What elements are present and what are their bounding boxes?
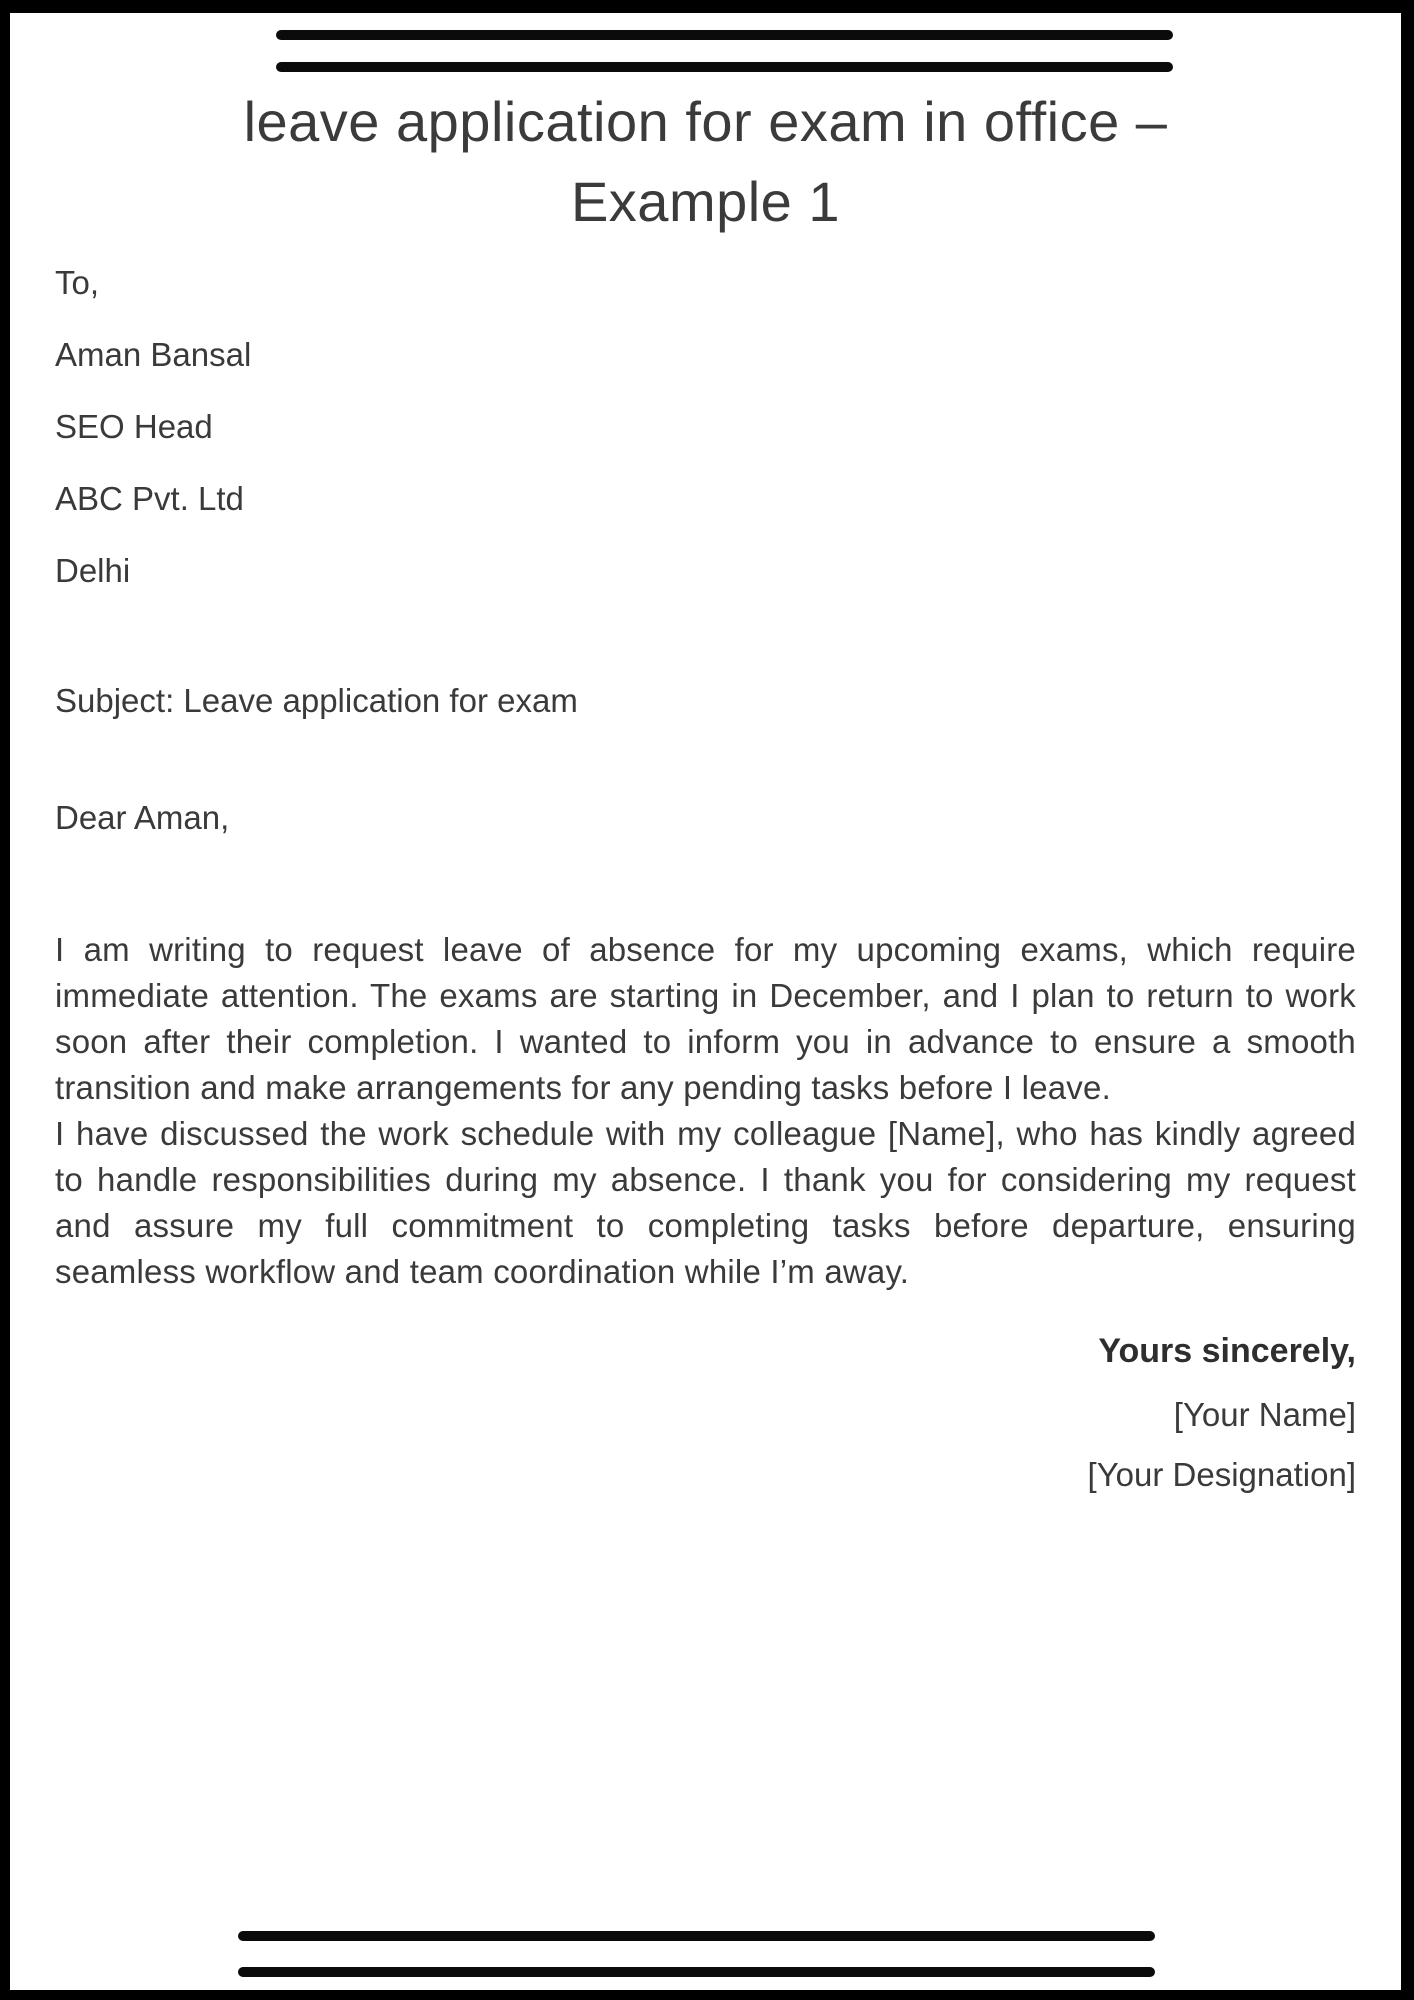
body-paragraph-2: I have discussed the work schedule with my colleague [Name], who has kindly agreed to handle responsibilities during my absence. I thank you for considering my request and assure my full commitment to completing tasks before departure, ensuring seamless workflow and team coordination while I’m away. (55, 1115, 1356, 1291)
top-rule-2 (276, 62, 1173, 72)
letter-body (10, 265, 1401, 1493)
top-double-rule (276, 30, 1173, 72)
recipient-city: Delhi (55, 552, 131, 590)
signoff: Yours sincerely, (1098, 1332, 1356, 1371)
body-paragraph-1: I am writing to request leave of absence for my upcoming exams, which require immediate attention. The exams are starting in December, and I plan to return to work soon after their completion. I wanted to inform you in advance to ensure a smooth transition and make arrangements for any pending tasks before I leave. (55, 931, 1356, 1107)
bottom-double-rule (238, 1931, 1155, 1977)
signature-designation-placeholder: [Your Designation] (1087, 1456, 1356, 1494)
signature-name-placeholder: [Your Name] (1173, 1396, 1356, 1434)
subject-line: Subject: Leave application for exam (55, 682, 578, 720)
greeting: Dear Aman, (55, 799, 230, 837)
page-title: leave application for exam in office – Example 1 (243, 90, 1168, 233)
recipient-designation: SEO Head (55, 408, 213, 446)
recipient-name: Aman Bansal (55, 336, 252, 374)
recipient-to-label: To, (55, 264, 100, 302)
signature-block (55, 1333, 1356, 1493)
bottom-rule-2 (238, 1967, 1155, 1977)
top-rule-1 (276, 30, 1173, 40)
recipient-company: ABC Pvt. Ltd (55, 480, 244, 518)
bottom-rule-1 (238, 1931, 1155, 1941)
